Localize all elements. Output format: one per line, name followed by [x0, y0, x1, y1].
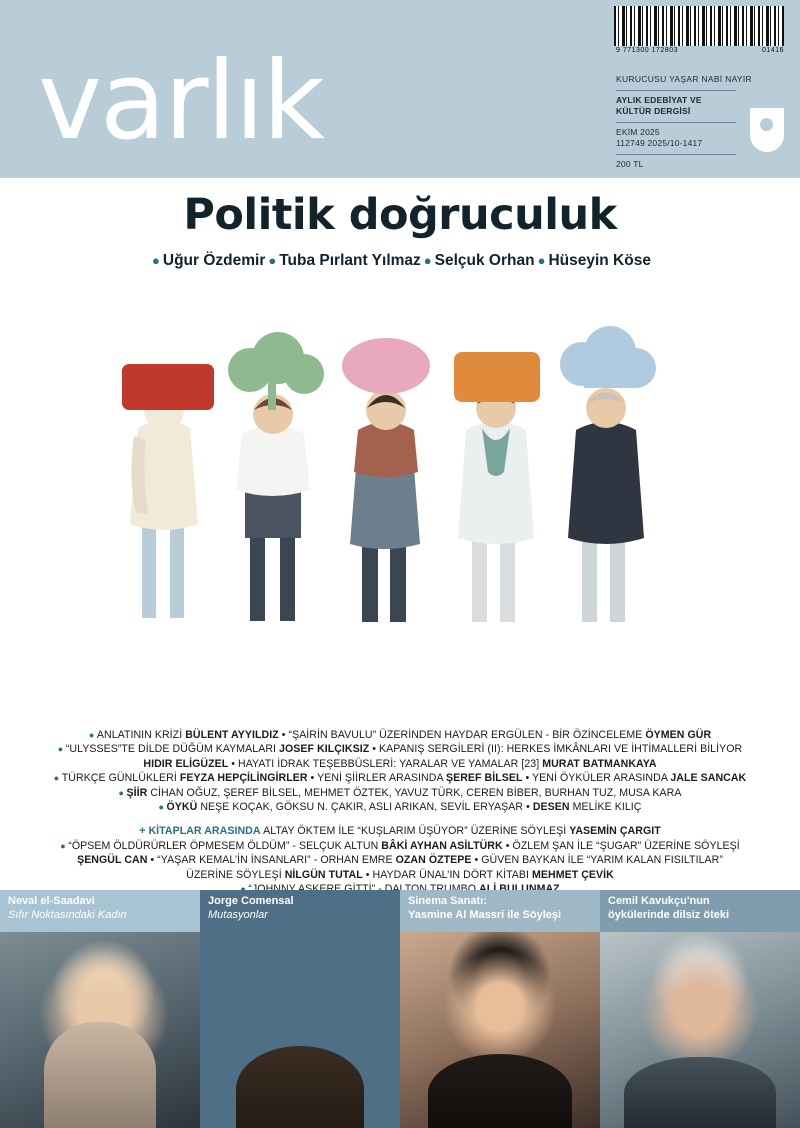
page-title: Politik doğruculuk: [183, 190, 617, 240]
portrait-older-man-photo: [600, 932, 800, 1128]
figure-1: [122, 364, 214, 618]
divider: [616, 154, 736, 155]
barcode-addon: 01416: [762, 47, 784, 54]
contents-group-1: [40, 728, 760, 814]
contents-text: • YENİ ÖYKÜLER ARASINDA: [522, 772, 671, 785]
strip-caption-line2: öykülerinde dilsiz öteki: [608, 908, 730, 921]
periodicity-line-1: AYLIK EDEBİYAT VE: [616, 94, 702, 105]
strip-cell[interactable]: [0, 890, 200, 1128]
contents-line: [40, 868, 760, 882]
barcode-number: 9 771300 172803: [616, 47, 678, 54]
portrait-man-beard-photo: [200, 932, 400, 1128]
contents-line: [40, 728, 760, 742]
contents-line: [40, 757, 760, 771]
figure-5: [560, 326, 656, 622]
divider: [616, 122, 736, 123]
contents-text: ALTAY ÖKTEM İLE “KUŞLARIM ÜŞÜYOR” ÜZERİNE SÖYLEŞİ: [263, 825, 570, 838]
contents-line: [40, 800, 760, 814]
contents-text: “ÖPSEM ÖLDÜRÜRLER ÖPMESEM ÖLDÜM” - SELÇUK ALTUN: [68, 839, 382, 852]
contents-highlight: OZAN ÖZTEPE: [395, 854, 472, 867]
author-name: Uğur Özdemir: [162, 252, 266, 269]
strip-caption-line1: Cemil Kavukçu'nun: [608, 895, 710, 907]
contents-section-label: + KİTAPLAR ARASINDA: [139, 825, 264, 838]
contents-highlight: ŞİİR: [126, 786, 151, 799]
contents-highlight: HIDIR ELİGÜZEL: [143, 757, 229, 770]
contents-highlight: ŞENGÜL CAN: [77, 854, 148, 867]
bullet-icon: ●: [60, 840, 69, 851]
contents-text: • HAYATI İDRAK TEŞEBBÜSLERİ: YARALAR VE YAMALAR [23]: [228, 757, 543, 770]
strip-caption-line1: Jorge Comensal: [208, 895, 294, 907]
contents-line: [40, 742, 760, 756]
bullet-icon: ●: [423, 253, 432, 268]
divider: [616, 90, 736, 91]
contents-highlight: BÂKİ AYHAN ASİLTÜRK: [381, 839, 503, 852]
barcode-digits: [614, 47, 786, 54]
contents-highlight: ÖYMEN GÜR: [645, 729, 712, 741]
bullet-icon: ●: [152, 253, 160, 268]
contents-text: • KAPANIŞ SERGİLERİ (II): HERKES İMKÂNLARI VE İHTİMALLERİ BİLİYOR: [369, 743, 743, 756]
strip-caption-line2: Mutasyonlar: [208, 908, 268, 921]
contents-highlight: ŞEREF BİLSEL: [445, 772, 523, 785]
author-name: Hüseyin Köse: [548, 252, 651, 269]
contents-highlight: BÜLENT AYYILDIZ: [185, 729, 279, 741]
contents-text: “ULYSSES”TE DİLDE DÜĞÜM KAYMALARI: [65, 743, 280, 756]
bullet-icon: ●: [88, 730, 97, 740]
contents-highlight: ÖYKÜ: [166, 801, 201, 814]
portrait-woman-smiling-photo: [400, 932, 600, 1128]
contents-highlight: JALE SANCAK: [670, 772, 747, 785]
strip-caption-line2: Yasmine Al Massri ile Söyleşi: [408, 908, 562, 921]
contents-text: TÜRKÇE GÜNLÜKLERİ: [61, 772, 180, 785]
contents-text: • YENİ ŞİİRLER ARASINDA: [307, 772, 446, 785]
bottom-photo-strip: [0, 890, 800, 1128]
magazine-logo: varlık: [38, 39, 324, 164]
contents-text: • HAYDAR ÜNAL’IN DÖRT KİTABI: [362, 868, 533, 881]
strip-cell[interactable]: [600, 890, 800, 1128]
strip-caption: [0, 890, 200, 932]
strip-caption: [200, 890, 400, 932]
contents-highlight: YASEMİN ÇARGIT: [569, 825, 661, 838]
portrait-elderly-woman-photo: [0, 932, 200, 1128]
strip-caption-line1: Sinema Sanatı:: [408, 895, 487, 907]
issue-code: 112749 2025/10-1417: [616, 138, 703, 148]
contents-highlight: FEYZA HEPÇİLİNGİRLER: [179, 772, 308, 785]
contents-highlight: DESEN: [532, 801, 573, 814]
strip-caption: [400, 890, 600, 932]
contents-text: • ÖZLEM ŞAN İLE “ŞUGAR” ÜZERİNE SÖYLEŞİ: [502, 839, 740, 852]
contents-text: MELİKE KILIÇ: [572, 801, 642, 814]
strip-caption: [600, 890, 800, 932]
contents-text: • “YAŞAR KEMAL’İN İNSANLARI” - ORHAN EMRE: [147, 854, 396, 867]
bullet-icon: ●: [158, 802, 167, 813]
title-block: [0, 190, 800, 270]
contents-line: [40, 853, 760, 867]
figure-3: [342, 338, 430, 622]
contents-text: ÜZERİNE SÖYLEŞİ: [186, 868, 285, 881]
bullet-icon: ●: [53, 773, 62, 784]
bullet-icon: ●: [537, 253, 546, 268]
figure-2: [228, 332, 324, 621]
bullet-icon: ●: [57, 744, 66, 755]
contents-highlight: MURAT BATMANKAYA: [542, 757, 657, 770]
contents-list: [40, 728, 760, 896]
bullet-icon: ●: [118, 787, 127, 798]
contents-text: • “ŞAİRİN BAVULU” ÜZERİNDEN HAYDAR ERGÜLEN - BİR ÖZİNCELEME: [278, 729, 646, 741]
contents-text: CİHAN OĞUZ, ŞEREF BİLSEL, MEHMET ÖZTEK, YAVUZ TÜRK, CEREN BİBER, BURHAN TUZ, MUSA KARA: [150, 786, 682, 799]
strip-cell[interactable]: [400, 890, 600, 1128]
contents-line: [40, 771, 760, 785]
contents-line: [40, 839, 760, 853]
barcode: [614, 6, 786, 54]
contents-text: ANLATININ KRİZİ: [96, 729, 186, 741]
contents-group-2: [40, 824, 760, 896]
founder-line: KURUCUSU YAŞAR NABİ NAYIR: [616, 74, 752, 84]
author-name: Tuba Pırlant Yılmaz: [279, 252, 421, 269]
strip-cell[interactable]: [200, 890, 400, 1128]
author-name: Selçuk Orhan: [434, 252, 535, 269]
contents-line: [40, 824, 760, 838]
illustration-svg: [90, 318, 710, 648]
contents-highlight: MEHMET ÇEVİK: [532, 868, 614, 881]
strip-caption-line1: Neval el-Saadavi: [8, 895, 95, 907]
contents-line: [40, 786, 760, 800]
contents-text: NEŞE KOÇAK, GÖKSU N. ÇAKIR, ASLI ARIKAN, SEVİL ERYAŞAR •: [200, 801, 533, 814]
figure-4: [454, 352, 540, 622]
bullet-icon: ●: [268, 253, 277, 268]
strip-caption-line2: Sıfır Noktasındaki Kadın: [8, 908, 127, 921]
author-list: [0, 252, 800, 270]
contents-highlight: NİLGÜN TUTAL: [284, 868, 363, 881]
price: 200 TL: [616, 158, 644, 169]
cover-illustration: [0, 318, 800, 658]
issue-date: EKİM 2025: [616, 126, 660, 137]
masthead-band: [0, 0, 800, 178]
contents-text: • GÜVEN BAYKAN İLE “YARIM KALAN FISILTILAR”: [471, 854, 723, 867]
periodicity-line-2: KÜLTÜR DERGİSİ: [616, 106, 691, 116]
contents-highlight: JOSEF KILÇIKSIZ: [279, 743, 370, 756]
barcode-bars: [614, 6, 784, 46]
publisher-mark-icon: [750, 108, 784, 156]
